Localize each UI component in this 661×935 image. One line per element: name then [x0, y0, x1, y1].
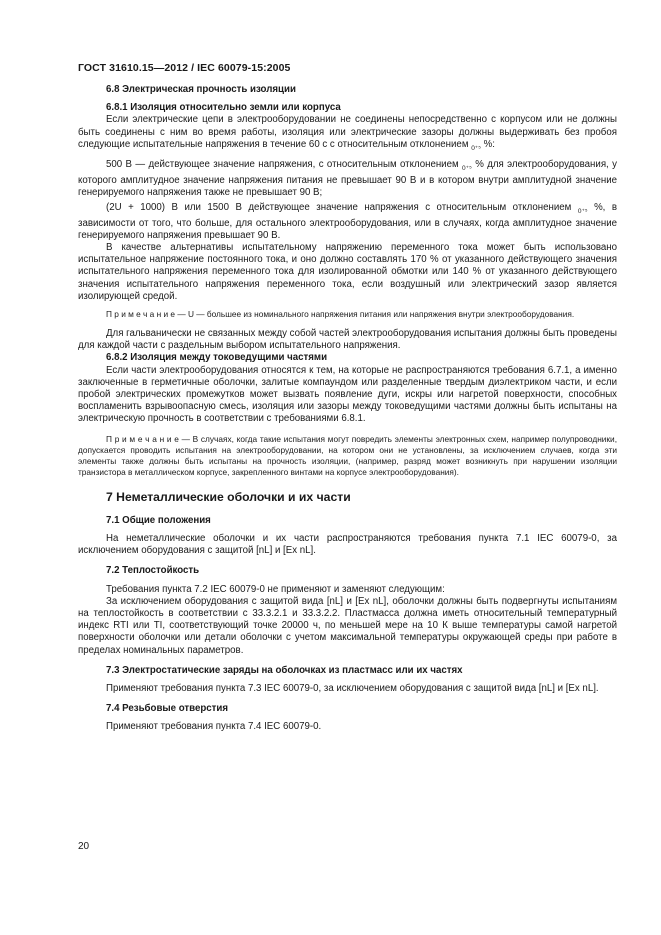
- paragraph: 500 В — действующее значение напряжения, с относительным отклонением $_{0^{+5}}$ % для электрооборудования, у которого амплитудное значение напряжения питания не превышает 90 В и в котором внутри амплитудной значение генерируемого напряжения также не превышает 90 В;: [78, 158, 617, 199]
- tolerance: 0⁺⁵: [462, 164, 472, 172]
- section-heading-7-2: 7.2 Теплостойкость: [106, 565, 200, 577]
- paragraph: Для гальванически не связанных между собой частей электрооборудования испытания должны быть проведены для каждой части с раздельным выбором испытательного напряжения.: [78, 328, 617, 352]
- paragraph: Требования пункта 7.2 IEC 60079-0 не применяют и заменяют следующим:: [106, 583, 445, 595]
- paragraph: Если части электрооборудования относятся к тем, на которые не распространяются требования 6.7.1, а именно заключенные в герметичные оболочки, залитые компаундом или разделенные твердым диэлектриком части, и если пробой электрических промежутков может вызвать появление дуги, искры или нагретой поверхности, способных воспламенить взрывоопасную смесь, изоляция или зазоры между токоведущими частями должны быть испытаны на электрическую прочность в соответствии с требованиями 6.8.1.: [78, 364, 617, 425]
- page-content: [78, 84, 617, 734]
- note: П р и м е ч а н и е — В случаях, когда такие испытания могут повредить элементы электронных схем, например полупроводники, допускается проводить испытания на электрооборудовании, на котором они не установлены, за исключением случаев, когда эти элементы также должны быть испытаны на прочность изоляции, (например, разряд может возникнуть при нарушении изоляции транзистора в металлическом корпусе, закрепленного винтами на корпусе электрооборудования).: [78, 433, 617, 477]
- section-heading-6-8: 6.8 Электрическая прочность изоляции: [106, 84, 296, 95]
- section-heading-6-8-1: 6.8.1 Изоляция относительно земли или корпуса: [106, 102, 341, 114]
- section-heading-6-8-2: 6.8.2 Изоляция между токоведущими частями: [106, 352, 328, 364]
- paragraph: В качестве альтернативы испытательному напряжению переменного тока может быть использовано испытательное напряжение постоянного тока, и оно должно составлять 170 % от указанного действующего значения испытательного напряжения переменного тока для изолированной обмотки или 140 % от указанного действующего значения испытательного напряжения переменного тока, если воздушный или электрический зазор является изолирующей средой.: [78, 242, 617, 302]
- section-heading-7-3: 7.3 Электростатические заряды на оболочках из пластмасс или их частях: [106, 664, 463, 676]
- page-number: 20: [78, 841, 90, 852]
- note: П р и м е ч а н и е — U — большее из номинального напряжения питания или напряжения внутри электрооборудования.: [106, 309, 575, 320]
- paragraph: Применяют требования пункта 7.3 IEC 60079-0, за исключением оборудования с защитой вида [nL] и [Ex nL].: [106, 682, 599, 694]
- paragraph: За исключением оборудования с защитой вида [nL] и [Ex nL], оболочки должны быть подвергнуты испытаниям на теплостойкость в соответствии с 33.3.2.1 и 33.3.2.2. Пластмасса должна иметь относительный температурный индекс RTI или TI, соответствующий точке 20000 ч, по меньшей мере на 10 К выше температуры самой нагретой поверхности оболочки или детали оболочки с учетом максимальной температуры окружающей среды при работе в пределах номинальных параметров.: [78, 595, 617, 656]
- section-heading-7: 7 Неметаллические оболочки и их части: [106, 489, 351, 504]
- section-heading-7-4: 7.4 Резьбовые отверстия: [106, 703, 229, 715]
- section-heading-7-1: 7.1 Общие положения: [106, 514, 211, 526]
- paragraph: Если электрические цепи в электрооборудовании не соединены непосредственно с корпусом или не должны быть соединены с ним во время работы, изоляция или электрические зазоры должны выдерживать без пробоя следующие испытательные напряжения в течение 60 с с относительным отклонением $_{0^{+5}}$ %:: [78, 114, 617, 152]
- tolerance: 0⁺⁵: [577, 207, 588, 215]
- paragraph: На неметаллические оболочки и их части распространяются требования пункта 7.1 IEC 60079-0, за исключением оборудования с защитой [nL] и [Ex nL].: [78, 532, 617, 557]
- paragraph: Применяют требования пункта 7.4 IEC 60079-0.: [106, 721, 322, 733]
- tolerance: 0⁺⁵: [471, 144, 481, 152]
- document-header: ГОСТ 31610.15—2012 / IEC 60079-15:2005: [78, 62, 291, 74]
- paragraph: (2U + 1000) В или 1500 В действующее значение напряжения с относительным отклонением $_{0^{+5}}$ %, в зависимости от того, что больше, для остального электрооборудования, или в случаях, когда амплитудное значение генерируемого напряжения превышает 90 В.: [78, 201, 618, 241]
